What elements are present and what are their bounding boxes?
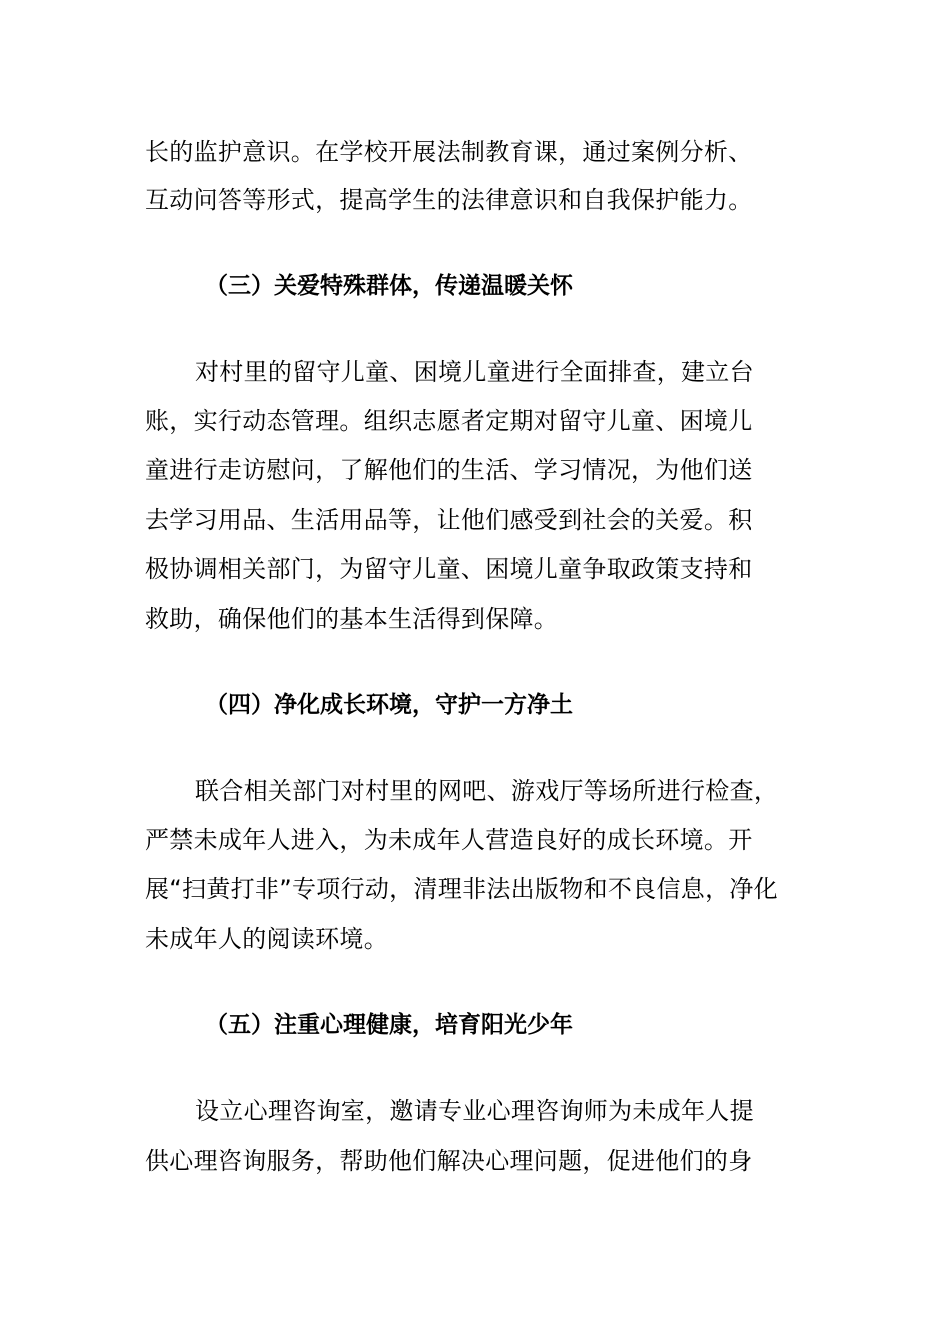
paragraph-line: 极协调相关部门，为留守儿童、困境儿童争取政策支持和 [145, 555, 753, 583]
paragraph-line: 展“扫黄打非”专项行动，清理非法出版物和不良信息，净化 [145, 875, 778, 903]
paragraph-line: 童进行走访慰问，了解他们的生活、学习情况，为他们送 [145, 456, 753, 484]
section-heading-4: （四）净化成长环境，守护一方净土 [205, 692, 573, 718]
paragraph-line: 去学习用品、生活用品等，让他们感受到社会的关爱。积 [145, 506, 753, 534]
section-heading-3: （三）关爱特殊群体，传递温暖关怀 [205, 273, 573, 299]
paragraph-line: 严禁未成年人进入，为未成年人营造良好的成长环境。开 [145, 826, 753, 854]
paragraph-line: 设立心理咨询室，邀请专业心理咨询师为未成年人提 [195, 1097, 754, 1125]
paragraph-line: 互动问答等形式，提高学生的法律意识和自我保护能力。 [145, 186, 753, 214]
paragraph-line: 未成年人的阅读环境。 [145, 925, 388, 953]
paragraph-line: 长的监护意识。在学校开展法制教育课，通过案例分析、 [145, 138, 753, 166]
paragraph-line: 救助，确保他们的基本生活得到保障。 [145, 605, 559, 633]
paragraph-line: 联合相关部门对村里的网吧、游戏厅等场所进行检查， [195, 777, 779, 805]
paragraph-line: 账，实行动态管理。组织志愿者定期对留守儿童、困境儿 [145, 407, 753, 435]
section-heading-5: （五）注重心理健康，培育阳光少年 [205, 1012, 573, 1038]
paragraph-line: 供心理咨询服务，帮助他们解决心理问题，促进他们的身 [145, 1147, 753, 1175]
paragraph-line: 对村里的留守儿童、困境儿童进行全面排查，建立台 [195, 358, 754, 386]
